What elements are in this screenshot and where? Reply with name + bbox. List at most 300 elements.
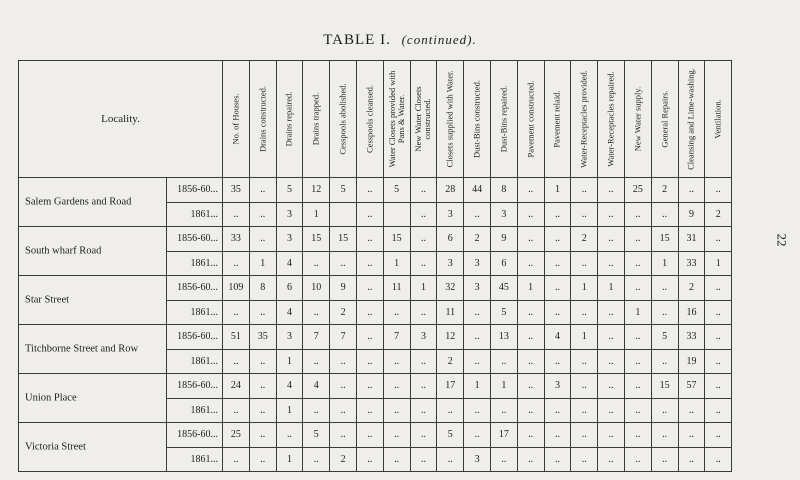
- column-header: [571, 61, 598, 178]
- table-subtitle: (continued).: [401, 32, 477, 47]
- value-cell: ..: [598, 374, 625, 399]
- value-cell: ..: [249, 300, 276, 325]
- column-header: [276, 61, 303, 178]
- period-cell: 1856-60...: [167, 325, 223, 350]
- value-cell: ..: [223, 398, 250, 423]
- value-cell: ..: [490, 349, 517, 374]
- value-cell: ..: [383, 374, 410, 399]
- value-cell: 4: [303, 374, 330, 399]
- value-cell: 25: [223, 423, 250, 448]
- value-cell: ..: [624, 251, 651, 276]
- value-cell: ..: [356, 398, 383, 423]
- value-cell: ..: [517, 325, 544, 350]
- value-cell: ..: [517, 349, 544, 374]
- table-row: [19, 227, 732, 252]
- column-header-label: Pavement constructed.: [525, 80, 536, 158]
- value-cell: ..: [437, 447, 464, 472]
- value-cell: ..: [517, 178, 544, 203]
- column-header-label: New Water supply.: [632, 86, 643, 152]
- value-cell: ..: [383, 349, 410, 374]
- value-cell: ..: [464, 325, 491, 350]
- value-cell: 44: [464, 178, 491, 203]
- value-cell: ..: [383, 423, 410, 448]
- value-cell: 2: [651, 178, 678, 203]
- column-header-label: No. of Houses.: [230, 93, 241, 145]
- value-cell: 6: [276, 276, 303, 301]
- header-row: [19, 61, 732, 178]
- value-cell: 109: [223, 276, 250, 301]
- value-cell: 15: [330, 227, 357, 252]
- value-cell: 24: [223, 374, 250, 399]
- value-cell: 7: [383, 325, 410, 350]
- value-cell: ..: [571, 251, 598, 276]
- column-header: [356, 61, 383, 178]
- value-cell: ..: [464, 202, 491, 227]
- value-cell: 1: [624, 300, 651, 325]
- value-cell: ..: [598, 178, 625, 203]
- column-header: [517, 61, 544, 178]
- value-cell: ..: [544, 276, 571, 301]
- value-cell: ..: [303, 447, 330, 472]
- value-cell: 4: [276, 251, 303, 276]
- value-cell: 13: [490, 325, 517, 350]
- value-cell: 16: [678, 300, 705, 325]
- column-header-label: Water-Receptacles provided.: [578, 70, 589, 168]
- value-cell: 1: [276, 398, 303, 423]
- value-cell: ..: [624, 202, 651, 227]
- value-cell: 2: [464, 227, 491, 252]
- value-cell: ..: [544, 202, 571, 227]
- value-cell: 57: [678, 374, 705, 399]
- value-cell: ..: [517, 447, 544, 472]
- value-cell: 1: [276, 447, 303, 472]
- column-header: [490, 61, 517, 178]
- locality-cell: [19, 325, 167, 374]
- value-cell: ..: [330, 423, 357, 448]
- value-cell: ..: [410, 251, 437, 276]
- value-cell: ..: [517, 398, 544, 423]
- column-header-label: Drains constructed.: [257, 85, 268, 153]
- value-cell: 1: [303, 202, 330, 227]
- value-cell: ..: [571, 300, 598, 325]
- value-cell: ..: [410, 398, 437, 423]
- value-cell: ..: [464, 423, 491, 448]
- value-cell: 5: [330, 178, 357, 203]
- value-cell: ..: [303, 398, 330, 423]
- value-cell: ..: [651, 276, 678, 301]
- value-cell: 4: [276, 300, 303, 325]
- column-header-label: Ventilation.: [712, 99, 723, 139]
- value-cell: ..: [517, 423, 544, 448]
- value-cell: 3: [437, 251, 464, 276]
- period-cell: 1861...: [167, 251, 223, 276]
- value-cell: 15: [303, 227, 330, 252]
- value-cell: 5: [490, 300, 517, 325]
- value-cell: ..: [544, 398, 571, 423]
- column-header-label: General Repairs.: [659, 90, 670, 148]
- table-row: [19, 374, 732, 399]
- value-cell: ..: [571, 447, 598, 472]
- value-cell: 12: [303, 178, 330, 203]
- value-cell: 35: [223, 178, 250, 203]
- value-cell: 33: [223, 227, 250, 252]
- value-cell: ..: [651, 300, 678, 325]
- value-cell: ..: [410, 349, 437, 374]
- value-cell: 5: [651, 325, 678, 350]
- value-cell: ..: [356, 300, 383, 325]
- value-cell: ..: [223, 447, 250, 472]
- value-cell: ..: [356, 202, 383, 227]
- value-cell: ..: [544, 423, 571, 448]
- locality-name: Salem Gardens and Road: [25, 196, 132, 208]
- column-header-label: Water Closets provided with Pans & Water.: [386, 70, 406, 168]
- value-cell: ..: [571, 178, 598, 203]
- locality-name: South wharf Road: [25, 245, 102, 257]
- column-header-label: Cleansing and Lime-washing.: [685, 68, 696, 170]
- value-cell: ..: [705, 325, 732, 350]
- value-cell: 7: [330, 325, 357, 350]
- value-cell: [330, 202, 357, 227]
- value-cell: ..: [598, 300, 625, 325]
- locality-cell: [19, 227, 167, 276]
- value-cell: ..: [624, 423, 651, 448]
- column-header: [598, 61, 625, 178]
- value-cell: ..: [356, 374, 383, 399]
- locality-cell: [19, 423, 167, 472]
- value-cell: 3: [437, 202, 464, 227]
- value-cell: 3: [464, 251, 491, 276]
- column-header: [544, 61, 571, 178]
- value-cell: ..: [517, 202, 544, 227]
- value-cell: ..: [624, 325, 651, 350]
- value-cell: 9: [490, 227, 517, 252]
- value-cell: ..: [464, 349, 491, 374]
- value-cell: ..: [624, 227, 651, 252]
- value-cell: ..: [571, 349, 598, 374]
- value-cell: ..: [410, 202, 437, 227]
- period-cell: 1856-60...: [167, 178, 223, 203]
- page-number: 22: [774, 233, 790, 247]
- value-cell: ..: [598, 251, 625, 276]
- value-cell: 11: [383, 276, 410, 301]
- value-cell: 1: [383, 251, 410, 276]
- value-cell: ..: [598, 227, 625, 252]
- table-row: [19, 276, 732, 301]
- value-cell: ..: [624, 276, 651, 301]
- period-cell: 1856-60...: [167, 374, 223, 399]
- value-cell: ..: [571, 423, 598, 448]
- value-cell: 1: [544, 178, 571, 203]
- column-header: [330, 61, 357, 178]
- value-cell: 1: [249, 251, 276, 276]
- value-cell: ..: [223, 349, 250, 374]
- value-cell: ..: [598, 325, 625, 350]
- value-cell: ..: [383, 300, 410, 325]
- value-cell: ..: [249, 423, 276, 448]
- value-cell: ..: [303, 349, 330, 374]
- value-cell: ..: [705, 423, 732, 448]
- value-cell: 7: [303, 325, 330, 350]
- column-header-label: Dust-Bins repaired.: [498, 85, 509, 153]
- value-cell: ..: [678, 447, 705, 472]
- value-cell: 1: [571, 276, 598, 301]
- period-cell: 1856-60...: [167, 423, 223, 448]
- value-cell: 1: [464, 374, 491, 399]
- value-cell: ..: [464, 398, 491, 423]
- value-cell: ..: [410, 447, 437, 472]
- column-header-label: Cesspools cleansed.: [364, 85, 375, 153]
- locality-name: Titchborne Street and Row: [25, 343, 139, 355]
- period-cell: 1861...: [167, 447, 223, 472]
- value-cell: ..: [276, 423, 303, 448]
- period-cell: 1856-60...: [167, 227, 223, 252]
- value-cell: ..: [410, 227, 437, 252]
- value-cell: 2: [330, 447, 357, 472]
- value-cell: 5: [383, 178, 410, 203]
- value-cell: ..: [571, 374, 598, 399]
- value-cell: ..: [517, 227, 544, 252]
- value-cell: ..: [330, 398, 357, 423]
- value-cell: ..: [356, 349, 383, 374]
- value-cell: ..: [249, 398, 276, 423]
- value-cell: 2: [678, 276, 705, 301]
- value-cell: 15: [383, 227, 410, 252]
- value-cell: 45: [490, 276, 517, 301]
- data-table: [18, 60, 732, 472]
- value-cell: 8: [249, 276, 276, 301]
- value-cell: ..: [410, 374, 437, 399]
- value-cell: ..: [410, 300, 437, 325]
- value-cell: 11: [437, 300, 464, 325]
- value-cell: ..: [303, 251, 330, 276]
- column-header-label: New Water Closets constructed.: [413, 86, 433, 152]
- value-cell: 31: [678, 227, 705, 252]
- value-cell: ..: [223, 202, 250, 227]
- value-cell: ..: [490, 447, 517, 472]
- value-cell: ..: [490, 398, 517, 423]
- value-cell: ..: [437, 398, 464, 423]
- value-cell: 17: [437, 374, 464, 399]
- locality-cell: [19, 276, 167, 325]
- value-cell: 33: [678, 325, 705, 350]
- value-cell: ..: [678, 398, 705, 423]
- value-cell: ..: [383, 447, 410, 472]
- value-cell: 1: [490, 374, 517, 399]
- value-cell: ..: [705, 447, 732, 472]
- value-cell: ..: [705, 276, 732, 301]
- value-cell: 4: [544, 325, 571, 350]
- value-cell: ..: [624, 398, 651, 423]
- value-cell: ..: [249, 374, 276, 399]
- value-cell: 51: [223, 325, 250, 350]
- value-cell: ..: [383, 398, 410, 423]
- value-cell: ..: [678, 423, 705, 448]
- value-cell: ..: [705, 398, 732, 423]
- value-cell: ..: [678, 178, 705, 203]
- value-cell: 3: [490, 202, 517, 227]
- column-header: [410, 61, 437, 178]
- value-cell: ..: [651, 202, 678, 227]
- value-cell: 3: [276, 202, 303, 227]
- value-cell: 5: [303, 423, 330, 448]
- value-cell: 32: [437, 276, 464, 301]
- column-header: [678, 61, 705, 178]
- value-cell: ..: [705, 300, 732, 325]
- value-cell: ..: [249, 178, 276, 203]
- value-cell: ..: [303, 300, 330, 325]
- table-row: [19, 423, 732, 448]
- value-cell: 1: [517, 276, 544, 301]
- value-cell: [383, 202, 410, 227]
- value-cell: 2: [437, 349, 464, 374]
- value-cell: 10: [303, 276, 330, 301]
- value-cell: ..: [544, 251, 571, 276]
- value-cell: ..: [571, 202, 598, 227]
- value-cell: ..: [705, 374, 732, 399]
- locality-cell: [19, 374, 167, 423]
- value-cell: 15: [651, 374, 678, 399]
- value-cell: 33: [678, 251, 705, 276]
- column-header: [705, 61, 732, 178]
- value-cell: 6: [490, 251, 517, 276]
- value-cell: ..: [330, 374, 357, 399]
- locality-name: Victoria Street: [25, 441, 86, 453]
- value-cell: 3: [464, 447, 491, 472]
- column-header-label: Cesspools abolished.: [337, 83, 348, 155]
- value-cell: ..: [517, 300, 544, 325]
- value-cell: 28: [437, 178, 464, 203]
- value-cell: 3: [410, 325, 437, 350]
- value-cell: 2: [571, 227, 598, 252]
- value-cell: 25: [624, 178, 651, 203]
- value-cell: ..: [598, 423, 625, 448]
- column-header-label: Water-Receptacles repaired.: [605, 71, 616, 167]
- value-cell: ..: [223, 300, 250, 325]
- column-header-label: Pavement relaid.: [551, 90, 562, 148]
- value-cell: ..: [356, 423, 383, 448]
- value-cell: 2: [705, 202, 732, 227]
- value-cell: ..: [544, 300, 571, 325]
- column-header: [383, 61, 410, 178]
- value-cell: ..: [705, 227, 732, 252]
- value-cell: 3: [276, 227, 303, 252]
- locality-cell: [19, 178, 167, 227]
- value-cell: 17: [490, 423, 517, 448]
- value-cell: ..: [651, 447, 678, 472]
- value-cell: ..: [356, 325, 383, 350]
- locality-name: Union Place: [25, 392, 77, 404]
- value-cell: 9: [678, 202, 705, 227]
- value-cell: ..: [249, 202, 276, 227]
- column-header: [624, 61, 651, 178]
- value-cell: ..: [598, 398, 625, 423]
- value-cell: ..: [356, 276, 383, 301]
- value-cell: ..: [223, 251, 250, 276]
- value-cell: ..: [651, 398, 678, 423]
- value-cell: 1: [651, 251, 678, 276]
- period-cell: 1861...: [167, 398, 223, 423]
- value-cell: ..: [464, 300, 491, 325]
- value-cell: ..: [356, 251, 383, 276]
- table-row: [19, 325, 732, 350]
- value-cell: 1: [410, 276, 437, 301]
- value-cell: ..: [705, 349, 732, 374]
- value-cell: 1: [571, 325, 598, 350]
- value-cell: ..: [330, 349, 357, 374]
- period-cell: 1861...: [167, 349, 223, 374]
- value-cell: 2: [330, 300, 357, 325]
- column-header: [249, 61, 276, 178]
- locality-name: Star Street: [25, 294, 70, 306]
- value-cell: 4: [276, 374, 303, 399]
- value-cell: ..: [410, 178, 437, 203]
- value-cell: 19: [678, 349, 705, 374]
- value-cell: 1: [276, 349, 303, 374]
- column-header-label: Drains trapped.: [310, 92, 321, 146]
- table-body: [19, 178, 732, 472]
- value-cell: ..: [651, 423, 678, 448]
- value-cell: ..: [571, 398, 598, 423]
- value-cell: 5: [437, 423, 464, 448]
- value-cell: ..: [624, 374, 651, 399]
- column-header-label: Dust-Bins constructed.: [471, 80, 482, 158]
- column-header: [464, 61, 491, 178]
- period-cell: 1856-60...: [167, 276, 223, 301]
- value-cell: ..: [330, 251, 357, 276]
- value-cell: ..: [624, 349, 651, 374]
- value-cell: ..: [410, 423, 437, 448]
- value-cell: 6: [437, 227, 464, 252]
- value-cell: ..: [598, 202, 625, 227]
- table-row: [19, 178, 732, 203]
- value-cell: 3: [276, 325, 303, 350]
- value-cell: ..: [249, 349, 276, 374]
- column-header: [651, 61, 678, 178]
- value-cell: ..: [544, 227, 571, 252]
- value-cell: ..: [249, 447, 276, 472]
- table-title: [0, 32, 800, 49]
- column-header: [303, 61, 330, 178]
- column-header: [437, 61, 464, 178]
- value-cell: ..: [544, 349, 571, 374]
- column-header: [223, 61, 250, 178]
- value-cell: ..: [624, 447, 651, 472]
- value-cell: ..: [598, 447, 625, 472]
- value-cell: 5: [276, 178, 303, 203]
- value-cell: ..: [356, 447, 383, 472]
- value-cell: ..: [544, 447, 571, 472]
- value-cell: 15: [651, 227, 678, 252]
- value-cell: 35: [249, 325, 276, 350]
- value-cell: 3: [544, 374, 571, 399]
- table-title-text: TABLE I.: [323, 32, 391, 48]
- value-cell: ..: [517, 251, 544, 276]
- value-cell: ..: [356, 178, 383, 203]
- value-cell: 12: [437, 325, 464, 350]
- locality-header: Locality.: [19, 61, 223, 178]
- column-header-label: Drains repaired.: [283, 91, 294, 147]
- value-cell: ..: [598, 349, 625, 374]
- value-cell: 3: [464, 276, 491, 301]
- value-cell: ..: [249, 227, 276, 252]
- column-header-label: Closets supplied with Water.: [444, 70, 455, 168]
- value-cell: 1: [705, 251, 732, 276]
- value-cell: 9: [330, 276, 357, 301]
- value-cell: 8: [490, 178, 517, 203]
- value-cell: ..: [356, 227, 383, 252]
- period-cell: 1861...: [167, 202, 223, 227]
- value-cell: ..: [517, 374, 544, 399]
